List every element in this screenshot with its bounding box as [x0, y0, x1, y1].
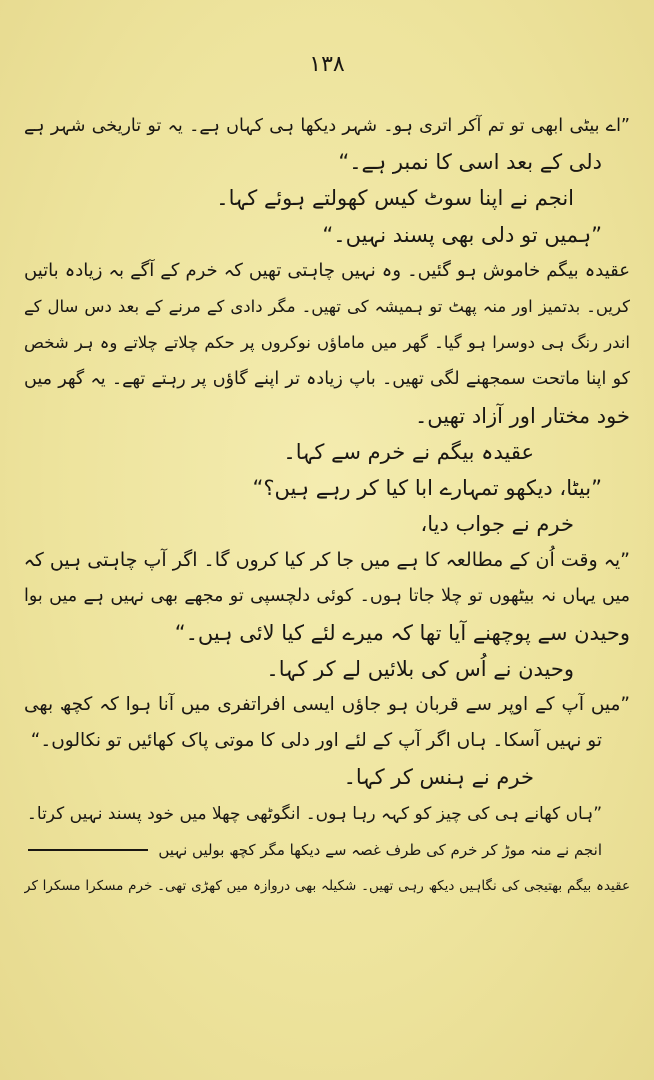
text-line: عقیدہ بیگم خاموش ہو گئیں۔ وہ نہیں چاہتی تھیں کہ خرم کے آگے بہ زیادہ باتیں: [24, 259, 630, 281]
text-line: ”بیٹا، دیکھو تمہارے ابا کیا کر رہے ہیں؟“: [252, 475, 602, 500]
page-number: ۱۳۸: [309, 52, 345, 77]
text-line-content: انجم نے منہ موڑ کر خرم کی طرف غصہ سے دیکھا مگر کچھ بولیں نہیں: [158, 840, 602, 859]
text-line: خرم نے جواب دیا،: [420, 512, 574, 537]
text-line: ”اے بیٹی ابھی تو تم آکر اتری ہو۔ شہر دیکھا ہی کہاں ہے۔ یہ تو تاریخی شہر ہے: [24, 116, 630, 136]
text-line: دلی کے بعد اسی کا نمبر ہے۔“: [338, 150, 602, 175]
text-line: اندر رنگ ہی دوسرا ہو گیا۔ گھر میں ماماؤں نوکروں پر حکم چلاتے چلاتے وہ ہر شخص: [24, 333, 630, 353]
text-line: عقیدہ بیگم بھتیجی کی نگاہیں دیکھ رہی تھیں۔ شکیلہ بھی دروازہ میں کھڑی تھی۔ خرم مسکرا مسکرا کر: [24, 877, 630, 894]
dash-rule: [28, 849, 148, 851]
page-text: [24, 108, 630, 904]
text-line: ”میں آپ کے اوپر سے قربان ہو جاؤں ایسی افراتفری میں آنا ہوا کہ کچھ بھی: [24, 694, 630, 715]
text-line: ”یہ وقت اُن کے مطالعہ کا ہے میں جا کر کیا کروں گا۔ اگر آپ چاہتی ہیں کہ: [24, 549, 630, 572]
text-line: عقیدہ بیگم نے خرم سے کہا۔: [283, 439, 534, 464]
text-line: وحیدن نے اُس کی بلائیں لے کر کہا۔: [266, 656, 574, 681]
text-line: کریں۔ بدتمیز اور منہ پھٹ تو ہمیشہ کی تھیں۔ مگر دادی کے مرنے کے بعد دس سال کے: [24, 296, 630, 316]
text-line: ”ہمیں تو دلی بھی پسند نہیں۔“: [322, 222, 602, 247]
text-line: تو نہیں آسکا۔ ہاں اگر آپ کے لئے اور دلی کا موتی پاک کھائیں تو نکالوں۔“: [30, 730, 602, 752]
text-line: [24, 832, 630, 868]
text-line: ”ہاں کھانے ہی کی چیز کو کہہ رہا ہوں۔ انگوٹھی چھلا میں خود پسند نہیں کرتا۔: [26, 803, 602, 824]
text-line: خود مختار اور آزاد تھیں۔: [415, 403, 630, 428]
text-line: کو اپنا ماتحت سمجھنے لگی تھیں۔ باپ زیادہ تر اپنے گاؤں پر رہتے تھے۔ یہ گھر میں: [24, 369, 630, 390]
text-line: میں یہاں نہ بیٹھوں تو چلا جاتا ہوں۔ کوئی دلچسپی تو مجھے بھی نہیں ہے میں بوا: [24, 586, 630, 607]
text-line: خرم نے ہنس کر کہا۔: [343, 765, 534, 790]
text-line: انجم نے اپنا سوٹ کیس کھولتے ہوئے کہا۔: [216, 186, 574, 211]
text-line: وحیدن سے پوچھنے آیا تھا کہ میرے لئے کیا لائی ہیں۔“: [174, 620, 630, 645]
